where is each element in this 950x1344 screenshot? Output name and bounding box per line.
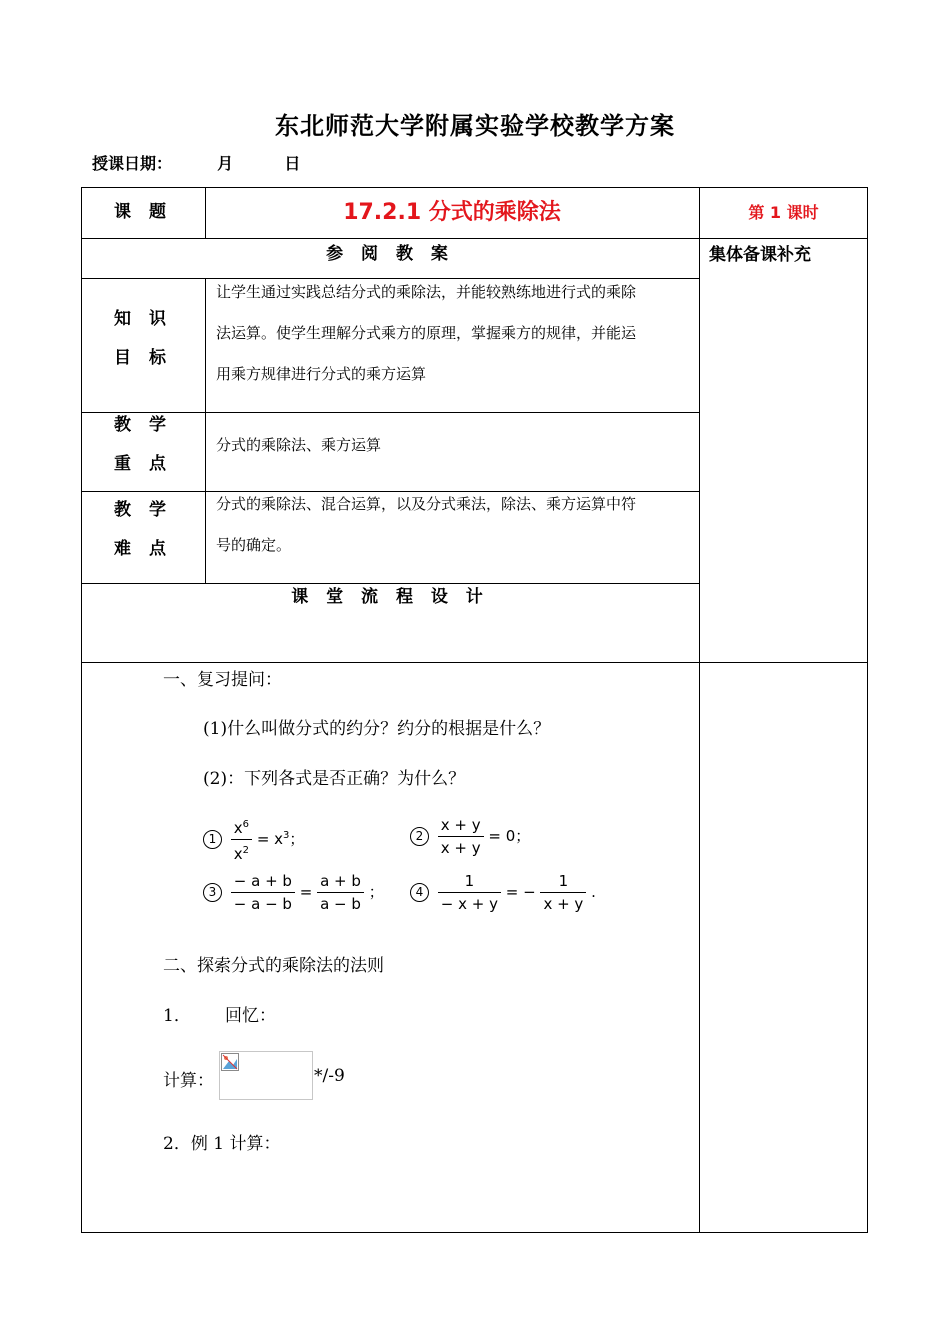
key-points-label: 教 学 重 点 xyxy=(114,415,172,474)
broken-image-icon xyxy=(221,1053,239,1071)
key-points-text: 分式的乘除法、乘方运算 xyxy=(216,436,382,454)
formula-2: 2 $\frac{x + y}{x + y}$ = 0； xyxy=(410,814,530,859)
formula-3: 3 $\frac{- a + b}{- a - b}$ = $\frac{a + b}{a - b}$ ； xyxy=(203,870,384,915)
period-label: 第 1 课时 xyxy=(748,203,819,222)
month-label: 月 xyxy=(217,154,234,173)
formula-1: 1 $\frac{x^6}{x^2}$ = $x^3$； xyxy=(203,814,304,865)
review-heading: 一、复习提问： xyxy=(163,670,282,690)
date-label: 授课日期： xyxy=(92,154,173,173)
knowledge-label: 知 识 目 标 xyxy=(114,309,172,368)
supplement-label: 集体备课补充 xyxy=(709,245,811,265)
page-title: 东北师范大学附属实验学校教学方案 xyxy=(275,112,675,140)
question-1: (1)什么叫做分式的约分？约分的根据是什么？ xyxy=(203,719,551,739)
date-line xyxy=(92,151,300,174)
calc-label: 计算： xyxy=(163,1071,214,1091)
topic-title: 17.2.1 分式的乘除法 xyxy=(343,200,561,225)
calc-suffix: */-9 xyxy=(314,1066,345,1086)
step-1-number: 1． xyxy=(163,1006,191,1026)
difficulty-text: 分式的乘除法、混合运算，以及分式乘法，除法、乘方运算中符 号的确定。 xyxy=(216,495,637,554)
step-1-text: 回忆： xyxy=(225,1006,276,1026)
reference-label: 参 阅 教 案 xyxy=(326,244,454,264)
flow-label: 课 堂 流 程 设 计 xyxy=(291,587,489,607)
difficulty-label: 教 学 难 点 xyxy=(114,500,172,559)
explore-heading: 二、探索分式的乘除法的法则 xyxy=(163,956,384,976)
formula-4: 4 $\frac{1}{- x + y}$ = − $\frac{1}{x + y}$ . xyxy=(410,870,596,915)
knowledge-text: 让学生通过实践总结分式的乘除法，并能较熟练地进行式的乘除 法运算。使学生理解分式乘方的原理，掌握乘方的规律，并能运 用乘方规律进行分式的乘方运算 xyxy=(216,283,637,383)
day-label: 日 xyxy=(284,154,301,173)
step-2-text: 2．例 1 计算： xyxy=(163,1134,281,1154)
broken-image-placeholder xyxy=(219,1051,313,1100)
topic-label: 课 题 xyxy=(114,202,172,222)
question-2: (2)：下列各式是否正确？为什么？ xyxy=(203,769,466,789)
